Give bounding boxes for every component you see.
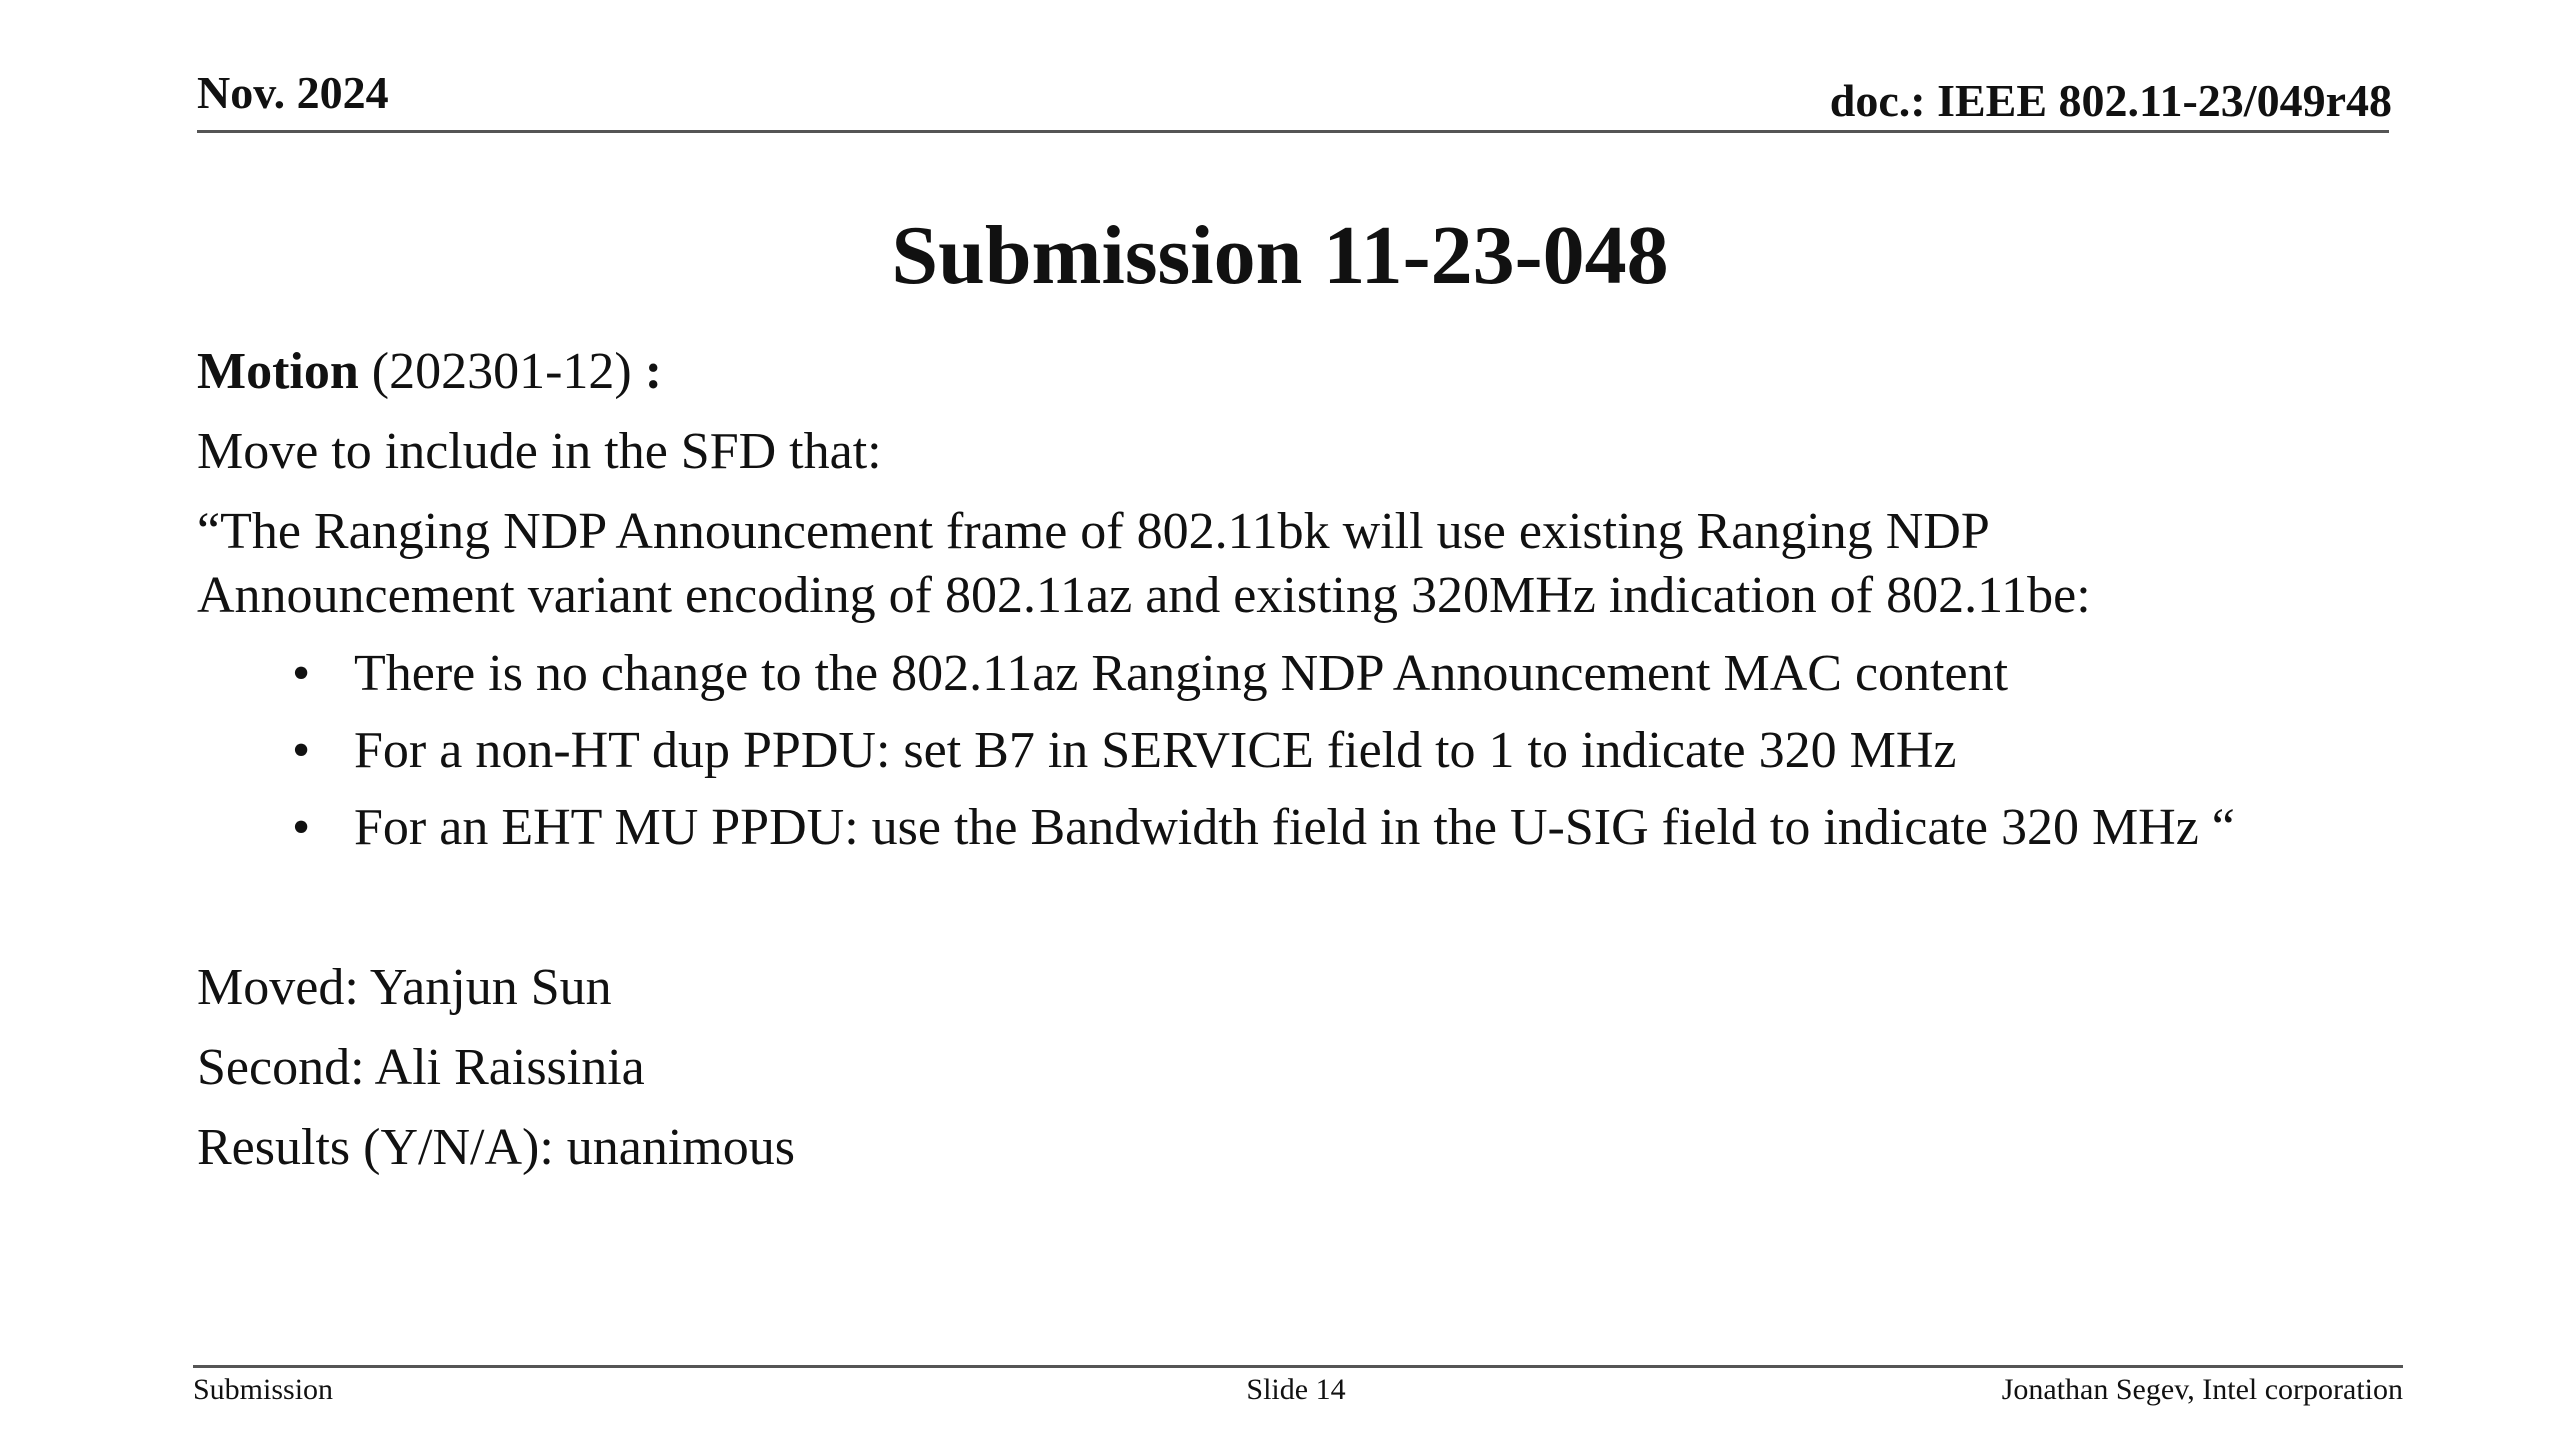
footer-slide-number: Slide 14 xyxy=(1246,1373,1346,1406)
header-date: Nov. 2024 xyxy=(197,67,389,118)
quote-line-1: “The Ranging NDP Announcement frame of 802.11bk will use existing Ranging NDP xyxy=(197,503,1990,560)
motion-colon: : xyxy=(644,343,663,400)
quote-line-2: Announcement variant encoding of 802.11az and existing 320MHz indication of 802.11be: xyxy=(197,567,2091,624)
bullet-list xyxy=(197,642,2417,860)
bullet-text: For a non-HT dup PPDU: set B7 in SERVICE field to 1 to indicate 320 MHz xyxy=(354,722,1957,779)
motion-id: (202301-12) xyxy=(358,343,645,400)
motion-line xyxy=(197,340,2417,404)
header-doc-id: doc.: IEEE 802.11-23/049r48 xyxy=(1829,75,2392,126)
bullet-icon: • xyxy=(292,722,311,779)
results: Results (Y/N/A): unanimous xyxy=(197,1119,795,1176)
seconded-by: Second: Ali Raissinia xyxy=(197,1039,645,1096)
slide-body xyxy=(197,340,2417,1196)
footer-left: Submission xyxy=(193,1373,334,1406)
footer-divider xyxy=(193,1365,2403,1368)
bullet-icon: • xyxy=(292,799,311,856)
move-text: Move to include in the SFD that: xyxy=(197,423,882,480)
slide-title: Submission 11-23-048 xyxy=(891,209,1669,302)
motion-meta xyxy=(197,956,2417,1180)
bullet-text: There is no change to the 802.11az Ranging NDP Announcement MAC content xyxy=(354,645,2009,702)
bullet-text: For an EHT MU PPDU: use the Bandwidth field in the U-SIG field to indicate 320 MHz “ xyxy=(354,799,2235,856)
motion-label: Motion xyxy=(197,343,359,400)
header-divider xyxy=(197,130,2389,133)
bullet-icon: • xyxy=(292,645,311,702)
list-item xyxy=(197,719,2417,783)
list-item xyxy=(197,796,2417,860)
list-item xyxy=(197,642,2417,706)
footer-author: Jonathan Segev, Intel corporation xyxy=(2001,1373,2403,1406)
moved-by: Moved: Yanjun Sun xyxy=(197,959,612,1016)
